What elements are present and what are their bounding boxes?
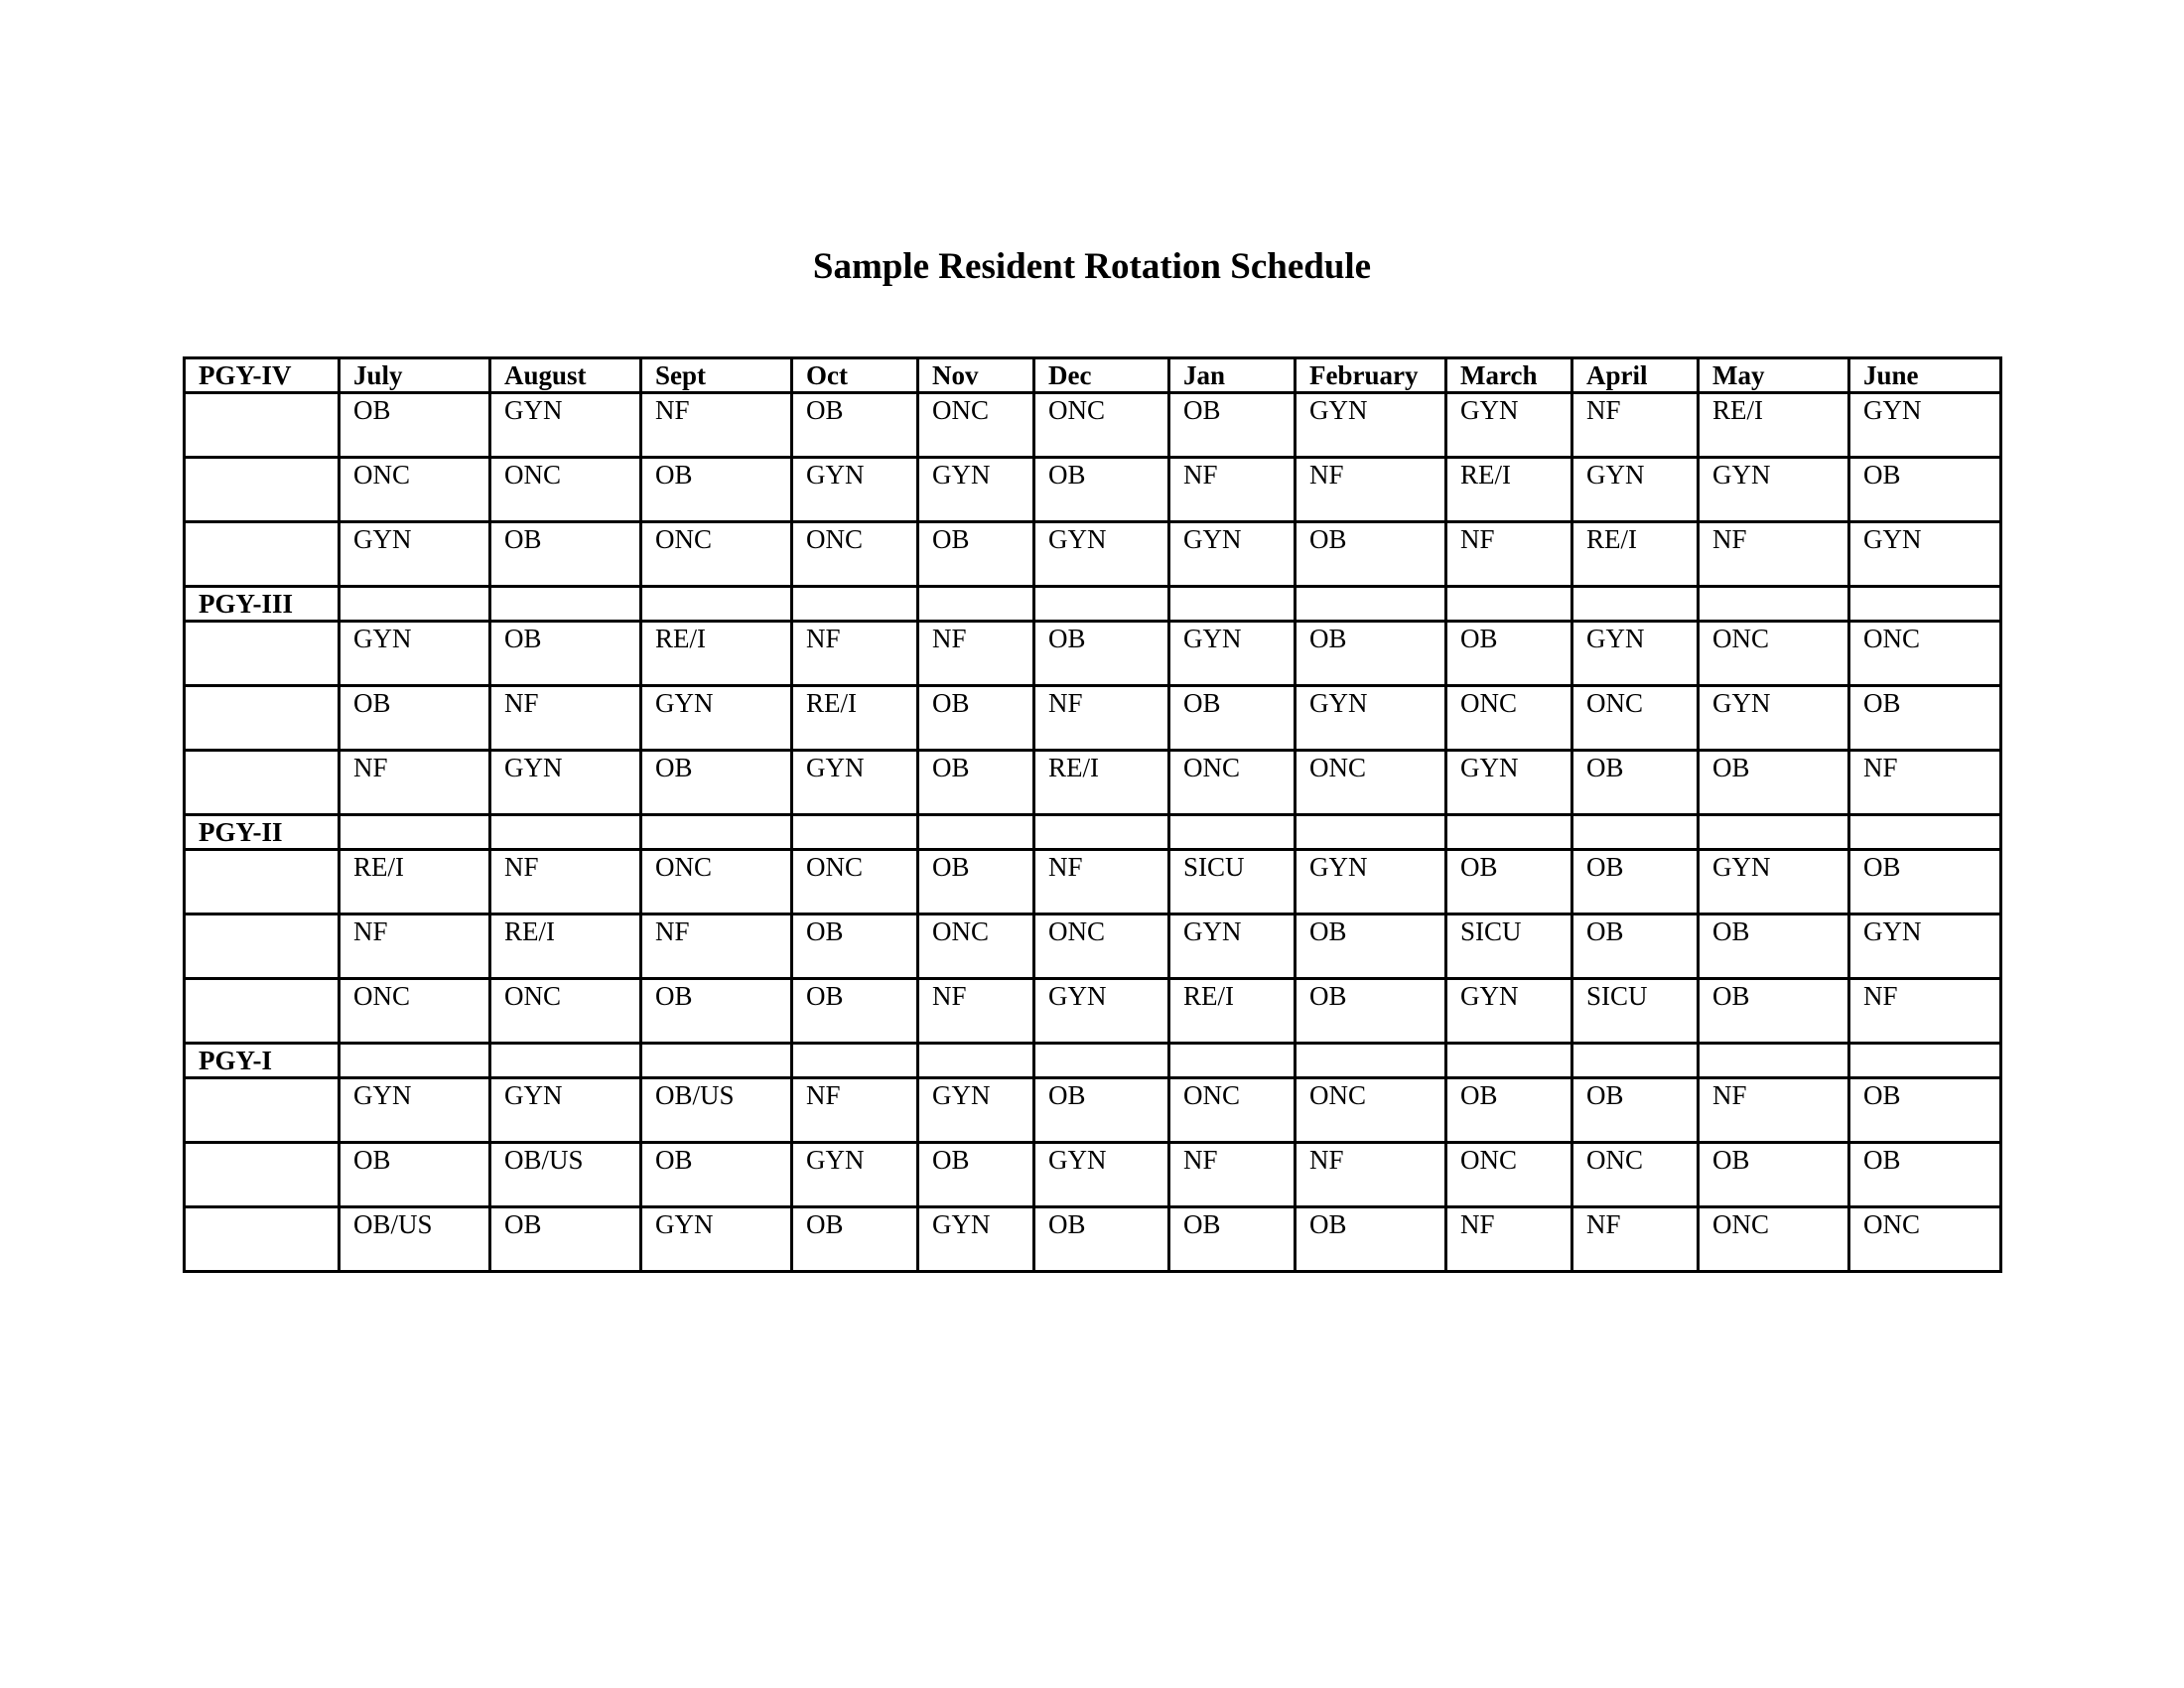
rotation-cell: NF [1699, 522, 1849, 587]
rotation-cell: NF [490, 850, 641, 914]
rotation-cell: ONC [1169, 751, 1296, 815]
pgy-level-label: PGY-I [185, 1044, 340, 1078]
resident-label-cell [185, 622, 340, 686]
rotation-cell: GYN [918, 1078, 1034, 1143]
rotation-cell: GYN [792, 458, 918, 522]
pgy-header-row [185, 587, 2001, 622]
rotation-cell: NF [1699, 1078, 1849, 1143]
rotation-cell: OB [1446, 622, 1572, 686]
table-row [185, 979, 2001, 1044]
rotation-cell: OB [1296, 622, 1446, 686]
rotation-cell: GYN [340, 1078, 490, 1143]
rotation-cell: ONC [918, 914, 1034, 979]
pgy-header-row [185, 1044, 2001, 1078]
rotation-cell: SICU [1572, 979, 1699, 1044]
empty-header-cell [1446, 1044, 1572, 1078]
empty-header-cell [641, 1044, 792, 1078]
rotation-cell: NF [1849, 751, 2001, 815]
month-header-cell: May [1699, 358, 1849, 393]
table-row [185, 686, 2001, 751]
empty-header-cell [1572, 815, 1699, 850]
month-header-cell: Nov [918, 358, 1034, 393]
month-header-row [185, 358, 2001, 393]
rotation-cell: RE/I [1572, 522, 1699, 587]
empty-header-cell [490, 587, 641, 622]
rotation-cell: OB [1034, 1078, 1169, 1143]
empty-header-cell [1572, 587, 1699, 622]
rotation-cell: OB [490, 622, 641, 686]
rotation-cell: OB [340, 1143, 490, 1207]
rotation-cell: GYN [1572, 622, 1699, 686]
table-row [185, 1078, 2001, 1143]
empty-header-cell [918, 815, 1034, 850]
rotation-cell: GYN [1446, 393, 1572, 458]
rotation-cell: OB [792, 914, 918, 979]
rotation-cell: NF [792, 622, 918, 686]
resident-label-cell [185, 1207, 340, 1272]
rotation-cell: GYN [792, 1143, 918, 1207]
empty-header-cell [792, 815, 918, 850]
rotation-cell: GYN [641, 686, 792, 751]
rotation-cell: OB [918, 522, 1034, 587]
rotation-cell: OB [1034, 1207, 1169, 1272]
rotation-cell: NF [1034, 850, 1169, 914]
rotation-cell: RE/I [1699, 393, 1849, 458]
rotation-cell: OB [1296, 979, 1446, 1044]
rotation-cell: OB [918, 686, 1034, 751]
empty-header-cell [490, 1044, 641, 1078]
rotation-cell: OB [1849, 1143, 2001, 1207]
rotation-cell: GYN [918, 1207, 1034, 1272]
empty-header-cell [918, 587, 1034, 622]
schedule-body [185, 358, 2001, 1272]
rotation-cell: ONC [792, 850, 918, 914]
month-header-cell: April [1572, 358, 1699, 393]
month-header-cell: Sept [641, 358, 792, 393]
rotation-cell: ONC [1572, 686, 1699, 751]
rotation-cell: GYN [1446, 979, 1572, 1044]
rotation-cell: NF [1572, 1207, 1699, 1272]
month-header-cell: July [340, 358, 490, 393]
empty-header-cell [1446, 815, 1572, 850]
rotation-cell: NF [641, 393, 792, 458]
rotation-cell: RE/I [1446, 458, 1572, 522]
rotation-cell: NF [792, 1078, 918, 1143]
rotation-cell: NF [340, 914, 490, 979]
resident-label-cell [185, 458, 340, 522]
rotation-cell: RE/I [641, 622, 792, 686]
rotation-cell: GYN [1699, 458, 1849, 522]
rotation-cell: OB [1446, 850, 1572, 914]
rotation-cell: GYN [1849, 522, 2001, 587]
rotation-cell: ONC [641, 522, 792, 587]
rotation-cell: OB [1296, 914, 1446, 979]
pgy-header-row [185, 815, 2001, 850]
rotation-cell: GYN [1572, 458, 1699, 522]
rotation-cell: OB [1572, 850, 1699, 914]
table-row [185, 1143, 2001, 1207]
empty-header-cell [1296, 1044, 1446, 1078]
resident-label-cell [185, 393, 340, 458]
rotation-cell: GYN [1296, 393, 1446, 458]
rotation-cell: RE/I [1169, 979, 1296, 1044]
rotation-cell: OB [918, 850, 1034, 914]
empty-header-cell [1572, 1044, 1699, 1078]
rotation-cell: OB [340, 686, 490, 751]
rotation-cell: OB [792, 393, 918, 458]
empty-header-cell [340, 1044, 490, 1078]
empty-header-cell [641, 587, 792, 622]
empty-header-cell [1296, 815, 1446, 850]
table-row [185, 393, 2001, 458]
rotation-schedule-table [183, 356, 2002, 1273]
rotation-cell: GYN [1849, 393, 2001, 458]
rotation-cell: OB [340, 393, 490, 458]
rotation-cell: NF [1446, 522, 1572, 587]
rotation-cell: OB [641, 751, 792, 815]
rotation-cell: NF [1034, 686, 1169, 751]
rotation-cell: NF [340, 751, 490, 815]
rotation-cell: OB/US [641, 1078, 792, 1143]
rotation-cell: ONC [918, 393, 1034, 458]
empty-header-cell [1034, 587, 1169, 622]
rotation-cell: ONC [1034, 914, 1169, 979]
empty-header-cell [340, 587, 490, 622]
empty-header-cell [1296, 587, 1446, 622]
rotation-cell: ONC [792, 522, 918, 587]
resident-label-cell [185, 850, 340, 914]
table-row [185, 914, 2001, 979]
rotation-cell: OB [1169, 393, 1296, 458]
rotation-cell: OB/US [490, 1143, 641, 1207]
resident-label-cell [185, 522, 340, 587]
rotation-cell: OB [490, 1207, 641, 1272]
rotation-cell: OB [918, 1143, 1034, 1207]
rotation-cell: NF [1296, 458, 1446, 522]
table-row [185, 1207, 2001, 1272]
month-header-cell: Jan [1169, 358, 1296, 393]
rotation-cell: OB [918, 751, 1034, 815]
rotation-cell: GYN [1034, 1143, 1169, 1207]
empty-header-cell [1849, 1044, 2001, 1078]
empty-header-cell [792, 587, 918, 622]
rotation-cell: ONC [641, 850, 792, 914]
rotation-cell: OB [1572, 1078, 1699, 1143]
month-header-cell: Dec [1034, 358, 1169, 393]
rotation-cell: RE/I [490, 914, 641, 979]
empty-header-cell [1849, 815, 2001, 850]
empty-header-cell [1446, 587, 1572, 622]
rotation-cell: NF [1572, 393, 1699, 458]
rotation-cell: OB [1296, 1207, 1446, 1272]
empty-header-cell [1169, 1044, 1296, 1078]
rotation-cell: OB [641, 979, 792, 1044]
empty-header-cell [641, 815, 792, 850]
rotation-cell: NF [918, 979, 1034, 1044]
pgy-level-label: PGY-IV [185, 358, 340, 393]
rotation-cell: OB [490, 522, 641, 587]
rotation-cell: RE/I [792, 686, 918, 751]
rotation-cell: GYN [490, 393, 641, 458]
pgy-level-label: PGY-III [185, 587, 340, 622]
rotation-cell: RE/I [340, 850, 490, 914]
empty-header-cell [1169, 587, 1296, 622]
rotation-cell: GYN [1296, 850, 1446, 914]
rotation-cell: GYN [340, 522, 490, 587]
rotation-cell: GYN [1169, 522, 1296, 587]
rotation-cell: ONC [490, 458, 641, 522]
table-row [185, 458, 2001, 522]
rotation-cell: GYN [490, 1078, 641, 1143]
rotation-cell: ONC [1296, 751, 1446, 815]
table-row [185, 850, 2001, 914]
rotation-cell: GYN [1034, 522, 1169, 587]
month-header-cell: March [1446, 358, 1572, 393]
empty-header-cell [490, 815, 641, 850]
month-header-cell: Oct [792, 358, 918, 393]
rotation-cell: OB [1699, 751, 1849, 815]
month-header-cell: June [1849, 358, 2001, 393]
rotation-cell: OB [1849, 686, 2001, 751]
empty-header-cell [1849, 587, 2001, 622]
rotation-cell: NF [1446, 1207, 1572, 1272]
pgy-level-label: PGY-II [185, 815, 340, 850]
rotation-cell: NF [1296, 1143, 1446, 1207]
rotation-cell: ONC [1849, 622, 2001, 686]
rotation-cell: NF [1169, 1143, 1296, 1207]
rotation-cell: SICU [1169, 850, 1296, 914]
table-row [185, 522, 2001, 587]
rotation-cell: OB [1699, 914, 1849, 979]
rotation-cell: ONC [1296, 1078, 1446, 1143]
rotation-cell: GYN [490, 751, 641, 815]
resident-label-cell [185, 751, 340, 815]
rotation-cell: OB [1699, 979, 1849, 1044]
rotation-cell: OB [1849, 1078, 2001, 1143]
empty-header-cell [1699, 815, 1849, 850]
rotation-cell: ONC [1034, 393, 1169, 458]
resident-label-cell [185, 1078, 340, 1143]
empty-header-cell [1034, 815, 1169, 850]
rotation-cell: ONC [1572, 1143, 1699, 1207]
empty-header-cell [1169, 815, 1296, 850]
rotation-cell: OB/US [340, 1207, 490, 1272]
rotation-cell: OB [1572, 751, 1699, 815]
rotation-cell: OB [1296, 522, 1446, 587]
rotation-cell: OB [1034, 622, 1169, 686]
empty-header-cell [918, 1044, 1034, 1078]
rotation-cell: ONC [1699, 1207, 1849, 1272]
rotation-cell: NF [1849, 979, 2001, 1044]
rotation-cell: GYN [641, 1207, 792, 1272]
rotation-cell: GYN [1296, 686, 1446, 751]
resident-label-cell [185, 686, 340, 751]
rotation-cell: OB [1169, 686, 1296, 751]
rotation-cell: GYN [918, 458, 1034, 522]
rotation-cell: GYN [1446, 751, 1572, 815]
month-header-cell: February [1296, 358, 1446, 393]
rotation-cell: GYN [340, 622, 490, 686]
rotation-cell: RE/I [1034, 751, 1169, 815]
rotation-cell: OB [1849, 458, 2001, 522]
empty-header-cell [340, 815, 490, 850]
resident-label-cell [185, 979, 340, 1044]
rotation-cell: GYN [1849, 914, 2001, 979]
rotation-cell: OB [1849, 850, 2001, 914]
rotation-cell: ONC [490, 979, 641, 1044]
rotation-cell: ONC [340, 979, 490, 1044]
rotation-cell: NF [490, 686, 641, 751]
page-title: Sample Resident Rotation Schedule [812, 246, 1372, 287]
rotation-cell: GYN [1169, 914, 1296, 979]
resident-label-cell [185, 1143, 340, 1207]
rotation-cell: ONC [1849, 1207, 2001, 1272]
empty-header-cell [1699, 1044, 1849, 1078]
rotation-cell: GYN [1034, 979, 1169, 1044]
month-header-cell: August [490, 358, 641, 393]
rotation-cell: NF [918, 622, 1034, 686]
rotation-cell: NF [1169, 458, 1296, 522]
table-row [185, 622, 2001, 686]
table-row [185, 751, 2001, 815]
rotation-cell: OB [1572, 914, 1699, 979]
rotation-cell: GYN [792, 751, 918, 815]
rotation-cell: OB [1446, 1078, 1572, 1143]
rotation-cell: ONC [340, 458, 490, 522]
rotation-cell: GYN [1169, 622, 1296, 686]
rotation-cell: GYN [1699, 850, 1849, 914]
rotation-cell: OB [792, 1207, 918, 1272]
rotation-cell: OB [641, 458, 792, 522]
rotation-cell: OB [792, 979, 918, 1044]
rotation-cell: ONC [1169, 1078, 1296, 1143]
rotation-cell: SICU [1446, 914, 1572, 979]
empty-header-cell [1034, 1044, 1169, 1078]
rotation-cell: OB [1699, 1143, 1849, 1207]
empty-header-cell [1699, 587, 1849, 622]
rotation-cell: ONC [1446, 686, 1572, 751]
empty-header-cell [792, 1044, 918, 1078]
rotation-cell: OB [641, 1143, 792, 1207]
rotation-cell: NF [641, 914, 792, 979]
rotation-cell: GYN [1699, 686, 1849, 751]
rotation-cell: OB [1034, 458, 1169, 522]
rotation-cell: OB [1169, 1207, 1296, 1272]
rotation-cell: ONC [1699, 622, 1849, 686]
resident-label-cell [185, 914, 340, 979]
rotation-cell: ONC [1446, 1143, 1572, 1207]
